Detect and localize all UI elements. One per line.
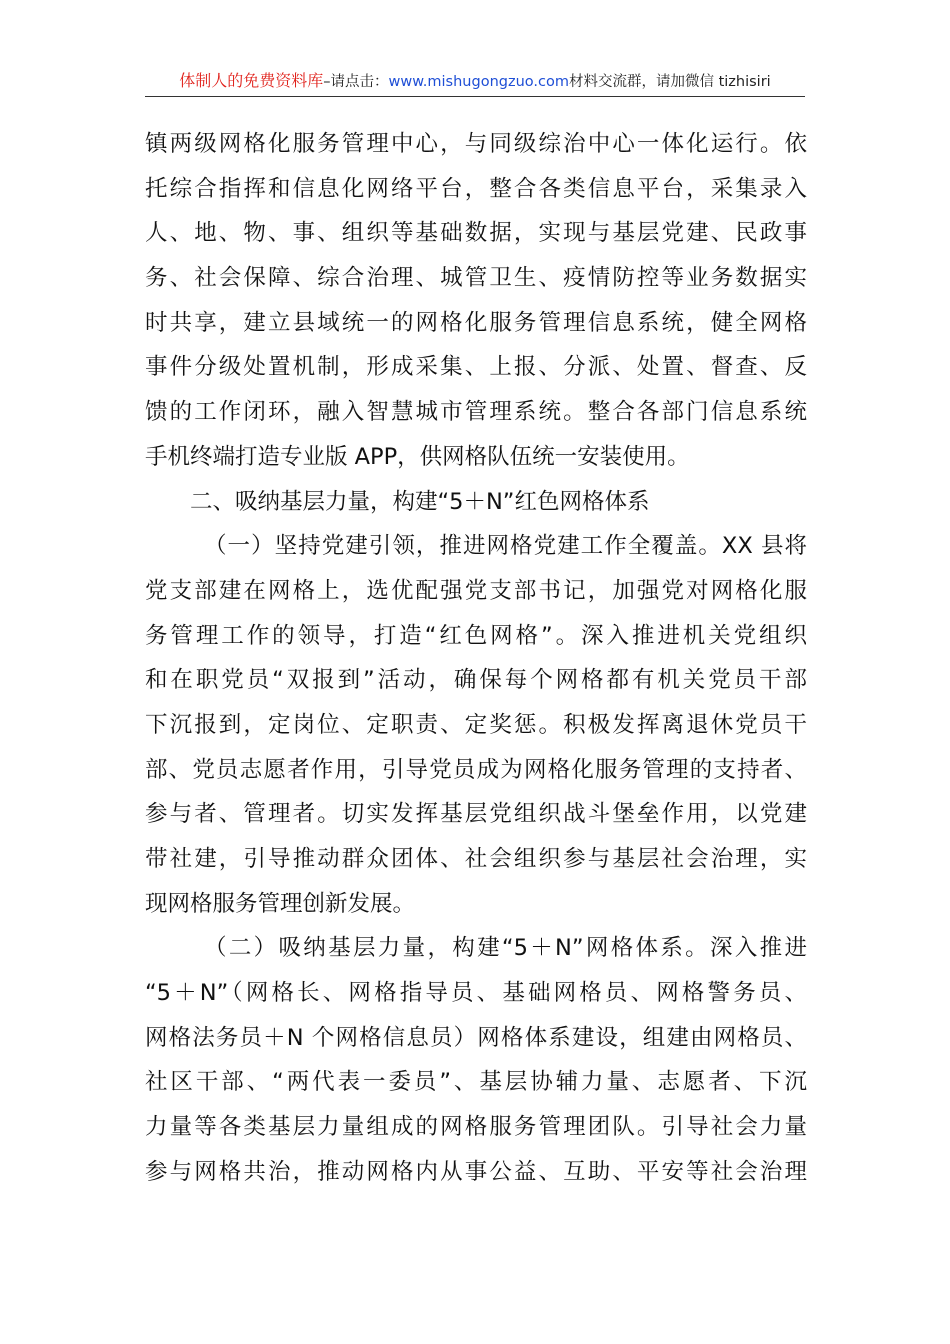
text-line: 事件分级处置机制，形成采集、上报、分派、处置、督查、反 — [145, 354, 807, 381]
text-line: 参与者、管理者。切实发挥基层党组织战斗堡垒作用，以党建 — [145, 801, 807, 828]
text-line: “5＋N”（网格长、网格指导员、基础网格员、网格警务员、 — [145, 980, 807, 1007]
text-line: 现网格服务管理创新发展。 — [145, 890, 416, 917]
text-line: 党支部建在网格上，选优配强党支部书记，加强党对网格化服 — [145, 577, 807, 604]
text-line: 下沉报到，定岗位、定职责、定奖惩。积极发挥离退休党员干 — [145, 711, 807, 738]
text-line: 带社建，引导推动群众团体、社会组织参与基层社会治理，实 — [145, 846, 807, 872]
text-line: （一）坚持党建引领，推进网格党建工作全覆盖。XX 县将 — [204, 533, 807, 560]
paragraph-1 — [145, 122, 807, 480]
text-line: 力量等各类基层力量组成的网格服务管理团队。引导社会力量 — [145, 1114, 807, 1141]
text-line: 手机终端打造专业版 APP，供网格队伍统一安装使用。 — [145, 443, 690, 470]
text-line: 和在职党员“双报到”活动，确保每个网格都有机关党员干部 — [145, 667, 807, 694]
page-header — [145, 68, 805, 97]
text-line: 部、党员志愿者作用，引导党员成为网格化服务管理的支持者、 — [145, 756, 807, 783]
section-heading: 二、吸纳基层力量，构建“5＋N”红色网格体系 — [190, 488, 650, 515]
text-line: 人、地、物、事、组织等基础数据，实现与基层党建、民政事 — [145, 220, 807, 247]
text-line: 托综合指挥和信息化网络平台，整合各类信息平台，采集录入 — [145, 175, 807, 202]
paragraph-2 — [145, 524, 807, 926]
text-line: 社区干部、“两代表一委员”、基层协辅力量、志愿者、下沉 — [145, 1069, 807, 1096]
text-line: 镇两级网格化服务管理中心，与同级综治中心一体化运行。依 — [145, 131, 807, 157]
text-line: （二）吸纳基层力量，构建“5＋N”网格体系。深入推进 — [204, 935, 807, 962]
header-brand: 体制人的免费资料库 — [179, 71, 324, 90]
header-contact-text: 材料交流群，请加微信 tizhisiri — [568, 74, 771, 90]
text-line: 务管理工作的领导，打造“红色网格”。深入推进机关党组织 — [145, 622, 807, 649]
text-line: 网格法务员＋N 个网格信息员）网格体系建设，组建由网格员、 — [145, 1024, 807, 1051]
paragraph-3 — [145, 926, 807, 1194]
document-body — [145, 122, 807, 1195]
header-website-link[interactable]: www.mishugongzuo.com — [388, 74, 569, 90]
text-line: 时共享，建立县域统一的网格化服务管理信息系统，健全网格 — [145, 309, 807, 336]
text-line: 参与网格共治，推动网格内从事公益、互助、平安等社会治理 — [145, 1158, 807, 1185]
text-line: 馈的工作闭环，融入智慧城市管理系统。整合各部门信息系统 — [145, 399, 807, 426]
header-prompt: –请点击： — [323, 74, 389, 90]
text-line: 务、社会保障、综合治理、城管卫生、疫情防控等业务数据实 — [145, 265, 807, 292]
